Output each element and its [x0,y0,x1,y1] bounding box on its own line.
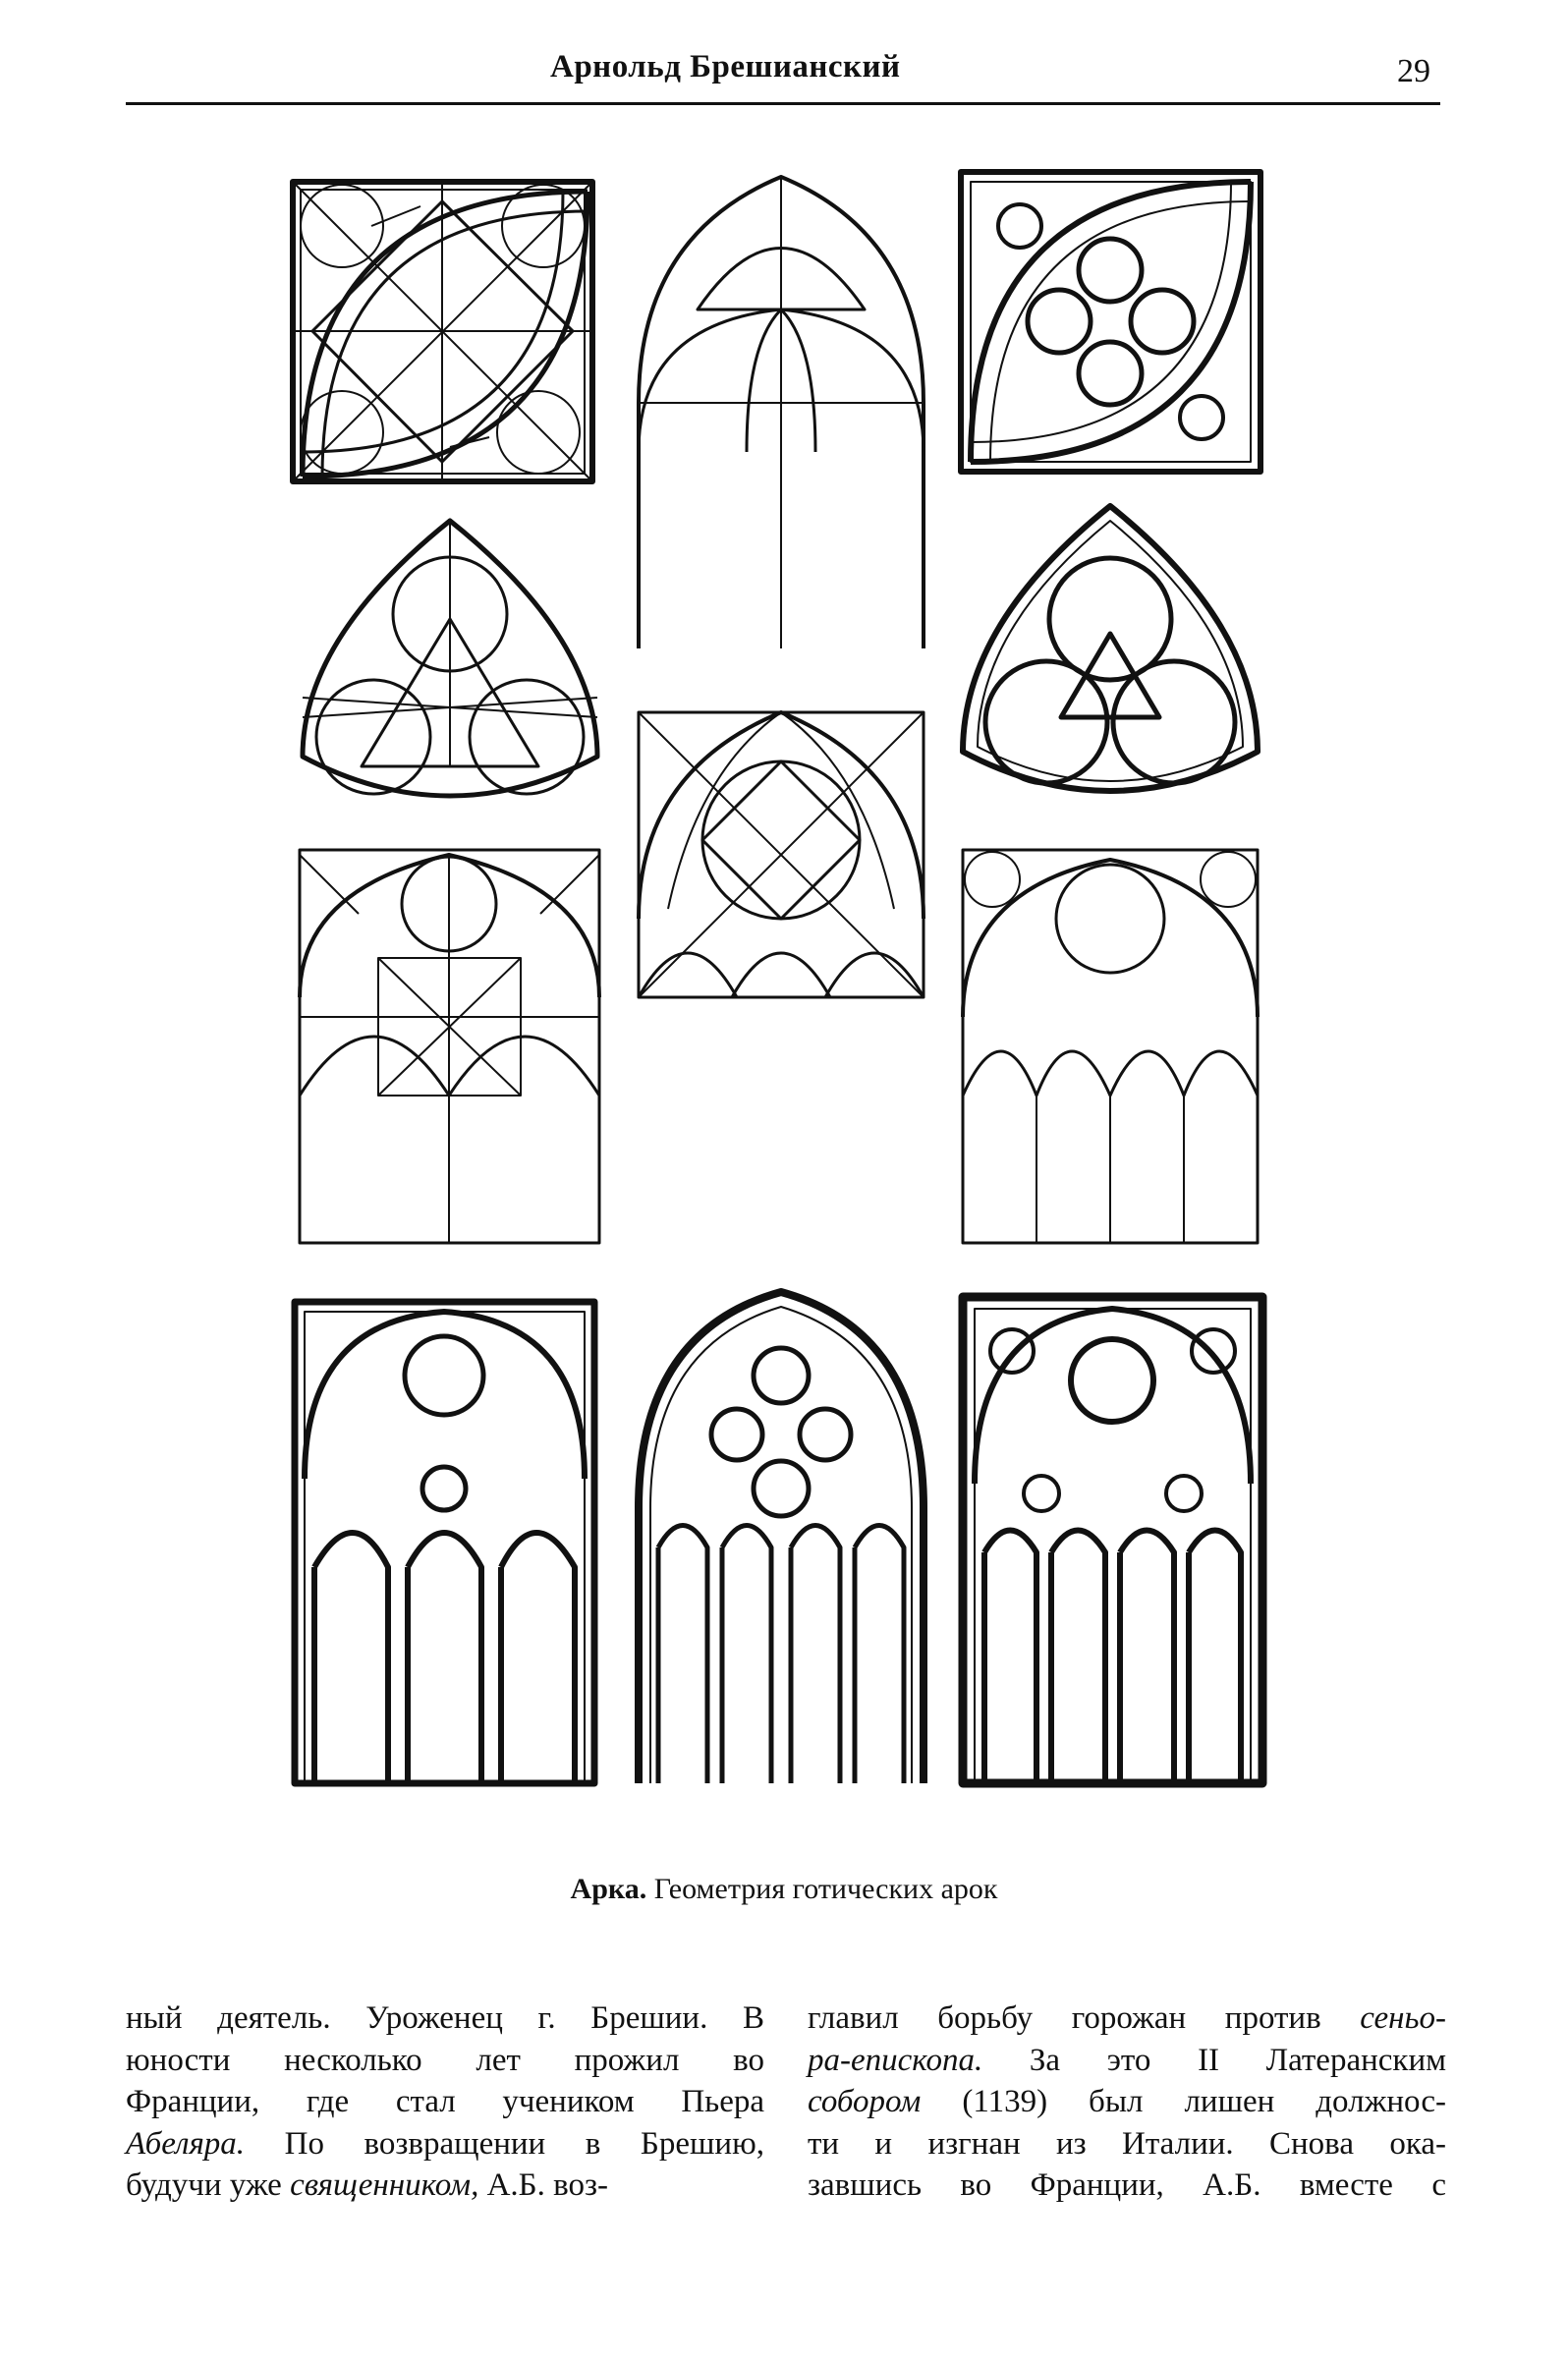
text-segment: будучи уже [126,2167,291,2203]
text-line [126,2040,764,2082]
text-column-left [126,1997,764,2207]
text-line [126,2165,764,2207]
page-number: 29 [1397,53,1430,89]
text-line [126,1997,764,2040]
arch-square-construction [293,182,592,481]
text-line [126,2123,764,2165]
header-title: Арнольд Брешианский [550,49,901,84]
text-segment: А.Б. воз- [478,2167,608,2203]
arch-pointed-lancet [639,177,924,648]
arch-spherical-triangle-trefoil [963,506,1258,791]
figure-caption [0,1873,1568,1906]
text-segment: Франции, где стал учеником Пьера [126,2084,764,2119]
italic-term: Абеляра. [126,2125,246,2162]
text-column-right [808,1997,1446,2207]
text-segment: ный деятель. Уроженец г. Брешии. В [126,2000,764,2036]
text-line [808,1997,1446,2040]
text-segment: ти и изгнан из Италии. Снова ока- [808,2125,1446,2162]
text-segment: За это II Латеранским [982,2042,1446,2078]
text-line [808,2040,1446,2082]
text-segment: юности несколько лет прожил во [126,2042,764,2078]
text-segment: (1139) был лишен должнос- [921,2084,1446,2119]
italic-term: сеньо- [1360,2000,1446,2036]
arch-square-quatrefoil [961,172,1260,472]
text-segment: главил борьбу горожан против [808,2000,1361,2036]
gothic-arches-plate [265,157,1307,1828]
arch-spherical-triangle-construction [303,521,597,796]
italic-term: ра-епископа. [808,2042,983,2078]
italic-term: собором [808,2084,922,2119]
text-segment: По возвращении в Брешию, [245,2125,764,2162]
arch-pointed-star-tracery [639,712,924,997]
arch-tracery-window-right [963,1297,1262,1783]
caption-text: Геометрия готических арок [646,1873,998,1905]
arch-trefoil-construction [300,850,599,1243]
text-line [126,2081,764,2123]
header-rule [126,102,1440,105]
text-segment: завшись во Франции, А.Б. вместе с [808,2167,1446,2203]
caption-bold: Арка. [570,1873,647,1905]
arch-tracery-window-left [295,1302,594,1783]
italic-term: священником, [290,2167,479,2203]
arch-lancets-with-rose [963,850,1258,1243]
text-line [808,2123,1446,2165]
text-line [808,2081,1446,2123]
text-line [808,2165,1446,2207]
arch-tracery-window-center [639,1292,924,1783]
